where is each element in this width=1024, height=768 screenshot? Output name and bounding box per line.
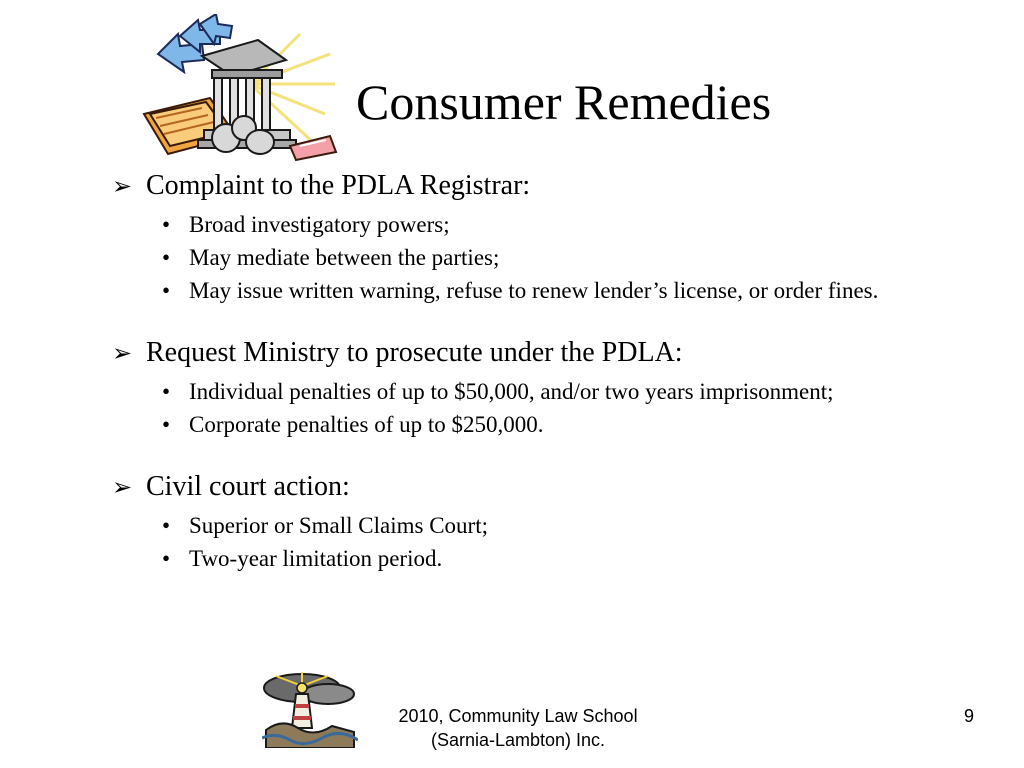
- slide-title: Consumer Remedies: [356, 73, 772, 130]
- section-registrar-complaint: [112, 167, 932, 304]
- list-item: [162, 512, 932, 539]
- courthouse-clipart: [140, 14, 340, 164]
- bullet-dot: •: [162, 212, 171, 237]
- bullet-list: [112, 512, 932, 572]
- list-item: [162, 411, 932, 438]
- list-item: [162, 211, 932, 238]
- arrow-bullet-icon: ➢: [112, 172, 133, 200]
- section-heading: Complaint to the PDLA Registrar:: [146, 170, 531, 201]
- list-item-text: Superior or Small Claims Court;: [189, 513, 488, 538]
- bullet-list: [112, 378, 932, 438]
- bullet-list: [112, 211, 932, 304]
- list-item-text: May mediate between the parties;: [189, 245, 500, 270]
- list-item-text: May issue written warning, refuse to renew lender’s license, or order fines.: [189, 278, 879, 303]
- bullet-dot: •: [162, 546, 171, 571]
- footer-line-2: (Sarnia-Lambton) Inc.: [430, 730, 606, 750]
- section-heading: Civil court action:: [146, 471, 350, 502]
- list-item: [162, 244, 932, 271]
- list-item-text: Broad investigatory powers;: [189, 212, 450, 237]
- section-civil-action: [112, 468, 932, 572]
- footer-line-1: 2010, Community Law School: [398, 706, 638, 726]
- slide-content: [112, 167, 932, 572]
- list-item: [162, 545, 932, 572]
- bullet-dot: •: [162, 245, 171, 270]
- list-item-text: Two-year limitation period.: [189, 546, 443, 571]
- lighthouse-clipart: [262, 672, 358, 748]
- bullet-dot: •: [162, 278, 171, 303]
- page-number: 9: [963, 706, 974, 726]
- section-heading: Request Ministry to prosecute under the PDLA:: [146, 337, 683, 368]
- bullet-dot: •: [162, 513, 171, 538]
- list-item: [162, 277, 932, 304]
- arrow-bullet-icon: ➢: [112, 339, 133, 367]
- arrow-bullet-icon: ➢: [112, 473, 133, 501]
- list-item: [162, 378, 932, 405]
- section-ministry-prosecution: [112, 334, 932, 438]
- bullet-dot: •: [162, 379, 171, 404]
- list-item-text: Corporate penalties of up to $250,000.: [189, 412, 544, 437]
- footer-text: [378, 704, 658, 752]
- list-item-text: Individual penalties of up to $50,000, and/or two years imprisonment;: [189, 379, 834, 404]
- bullet-dot: •: [162, 412, 171, 437]
